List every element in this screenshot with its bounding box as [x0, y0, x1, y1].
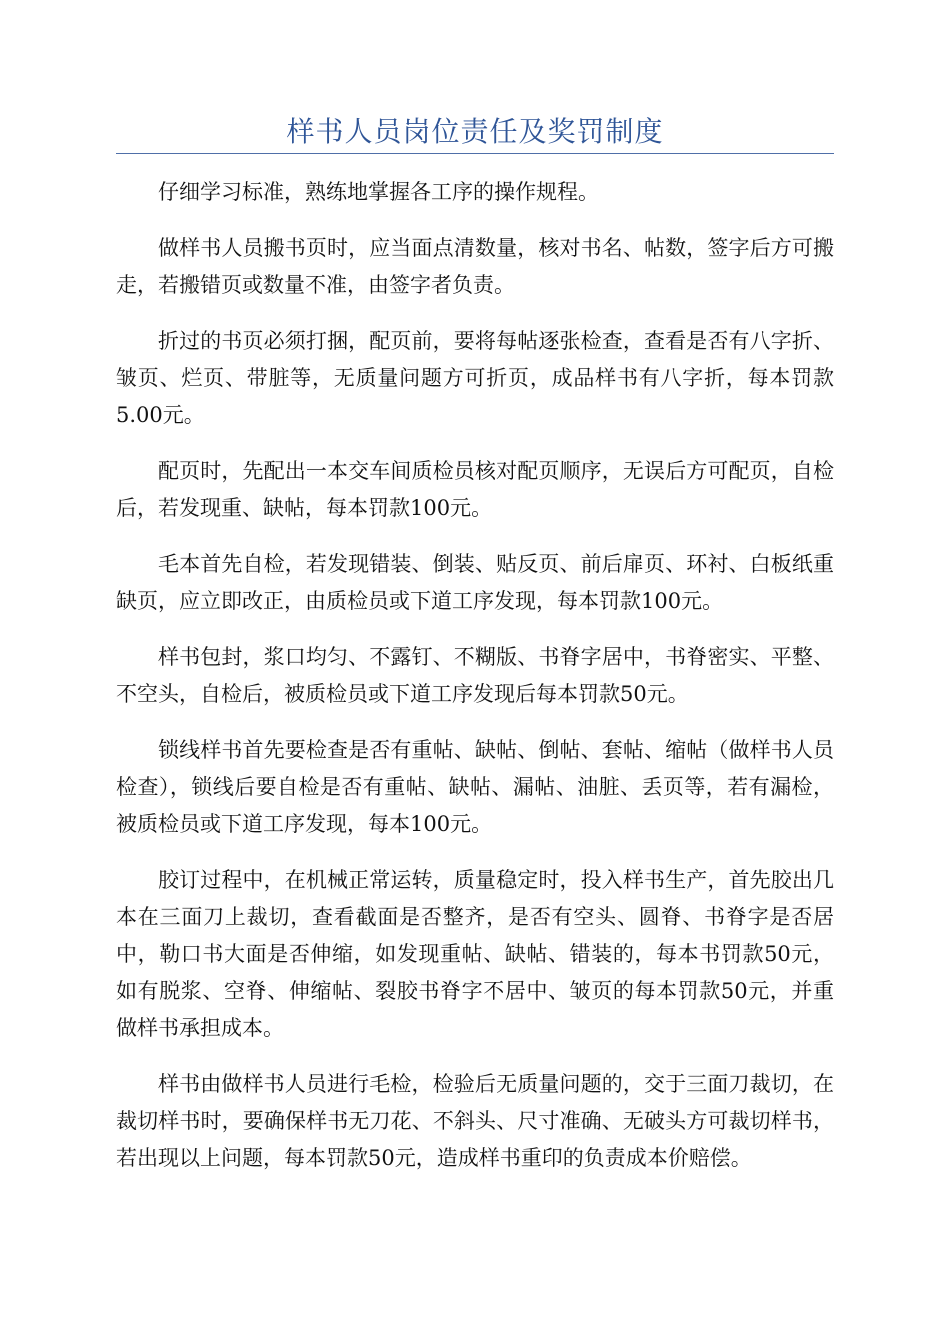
paragraph: 样书包封，浆口均匀、不露钉、不糊版、书脊字居中，书脊密实、平整、不空头，自检后，被质检员或下道工序发现后每本罚款50元。 [116, 645, 834, 706]
document-title: 样书人员岗位责任及奖罚制度 [286, 115, 664, 148]
paragraph: 胶订过程中，在机械正常运转，质量稳定时，投入样书生产，首先胶出几本在三面刀上裁切，查看截面是否整齐，是否有空头、圆脊、书脊字是否居中，勒口书大面是否伸缩，如发现重帖、缺帖、错装的，每本书罚款50元，如有脱浆、空脊、伸缩帖、裂胶书脊字不居中、皱页的每本罚款50元，并重做样书承担成本。 [116, 868, 834, 1040]
title-underline [116, 153, 834, 154]
paragraph: 做样书人员搬书页时，应当面点清数量，核对书名、帖数，签字后方可搬走，若搬错页或数量不准，由签字者负责。 [116, 236, 834, 297]
paragraph: 折过的书页必须打捆，配页前，要将每帖逐张检查，查看是否有八字折、皱页、烂页、带脏等，无质量问题方可折页，成品样书有八字折，每本罚款5.00元。 [116, 329, 834, 427]
paragraph: 毛本首先自检，若发现错装、倒装、贴反页、前后扉页、环衬、白板纸重缺页，应立即改正，由质检员或下道工序发现，每本罚款100元。 [116, 552, 834, 613]
paragraph: 配页时，先配出一本交车间质检员核对配页顺序，无误后方可配页，自检后，若发现重、缺帖，每本罚款100元。 [116, 459, 834, 520]
paragraph: 样书由做样书人员进行毛检，检验后无质量问题的，交于三面刀裁切，在裁切样书时，要确保样书无刀花、不斜头、尺寸准确、无破头方可裁切样书，若出现以上问题，每本罚款50元，造成样书重印的负责成本价赔偿。 [116, 1072, 834, 1170]
paragraph: 仔细学习标准，熟练地掌握各工序的操作规程。 [158, 180, 599, 204]
document-body [116, 174, 834, 1196]
paragraph: 锁线样书首先要检查是否有重帖、缺帖、倒帖、套帖、缩帖（做样书人员检查），锁线后要自检是否有重帖、缺帖、漏帖、油脏、丢页等，若有漏检，被质检员或下道工序发现，每本100元。 [116, 738, 834, 836]
